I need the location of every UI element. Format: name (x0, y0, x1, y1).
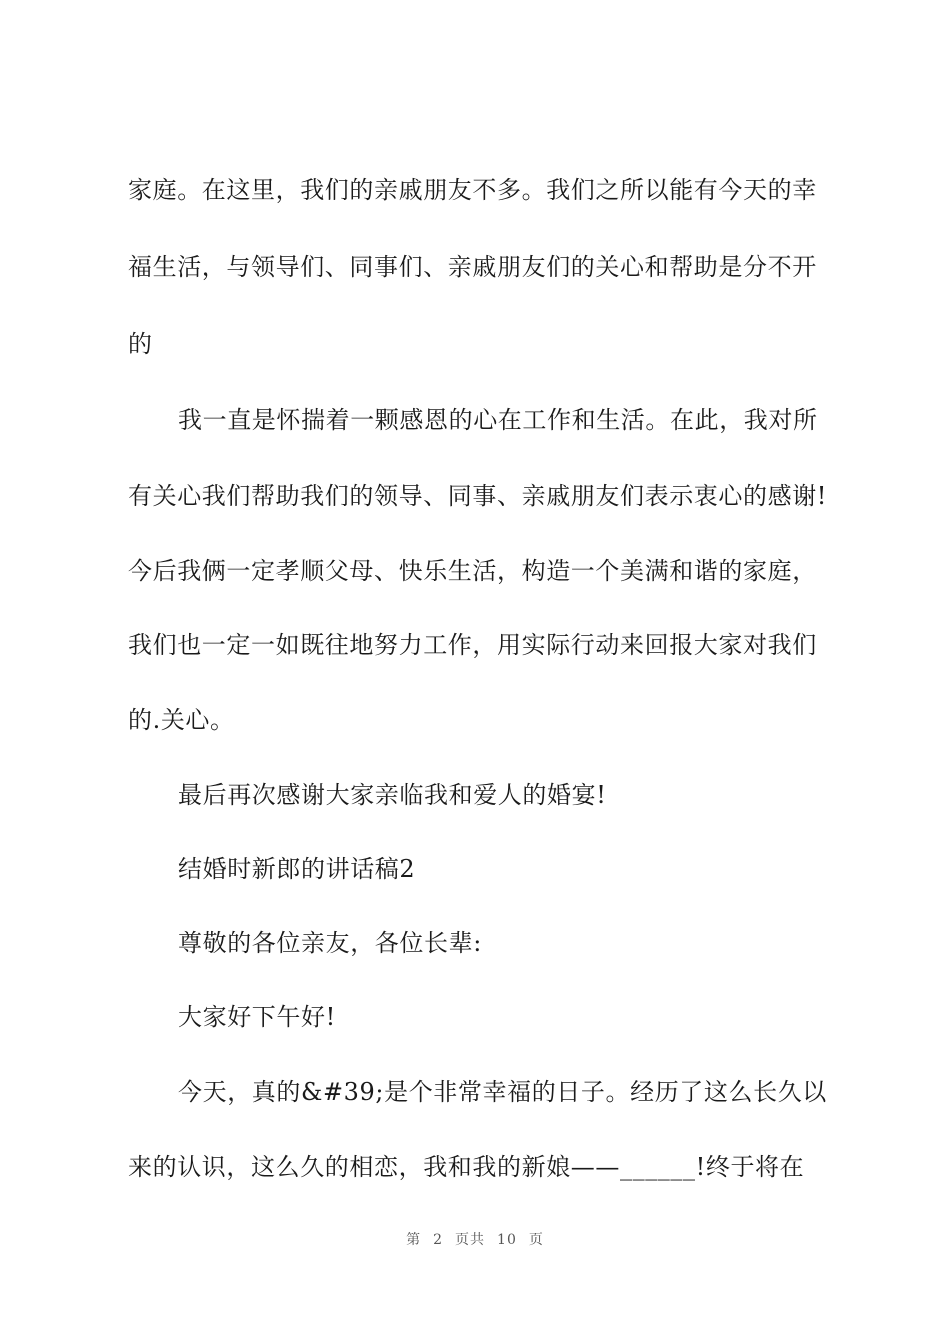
footer-page-number: 2 (433, 1232, 444, 1248)
footer-prefix: 第 (406, 1232, 422, 1248)
paragraph-start-line: 我一直是怀揣着一颗感恩的心在工作和生活。在此，我对所 (178, 406, 818, 434)
text-line-14: 来的认识，这么久的相恋，我和我的新娘——______!终于将在 (128, 1153, 805, 1181)
footer-middle: 页共 (455, 1232, 486, 1248)
text-line-6: 今后我俩一定孝顺父母、快乐生活，构造一个美满和谐的家庭， (128, 557, 817, 585)
footer-total-pages: 10 (497, 1232, 517, 1248)
paragraph-start-line: 今天，真的&#39;是个非常幸福的日子。经历了这么长久以 (178, 1078, 827, 1106)
closing-thanks-line: 最后再次感谢大家亲临我和爱人的婚宴! (178, 781, 607, 809)
text-line-2: 福生活，与领导们、同事们、亲戚朋友们的关心和帮助是分不开 (128, 253, 817, 281)
salutation-line: 尊敬的各位亲友，各位长辈: (178, 929, 482, 957)
greeting-line: 大家好下午好! (178, 1003, 336, 1031)
footer-suffix: 页 (528, 1232, 544, 1248)
text-line-1: 家庭。在这里，我们的亲戚朋友不多。我们之所以能有今天的幸 (128, 176, 817, 204)
text-line-3: 的 (128, 330, 153, 358)
text-line-5: 有关心我们帮助我们的领导、同事、亲戚朋友们表示衷心的感谢! (128, 482, 828, 510)
page-footer (0, 1228, 950, 1252)
text-line-8: 的.关心。 (128, 706, 235, 734)
section-heading: 结婚时新郎的讲话稿2 (178, 855, 416, 883)
text-line-7: 我们也一定一如既往地努力工作，用实际行动来回报大家对我们 (128, 631, 817, 659)
